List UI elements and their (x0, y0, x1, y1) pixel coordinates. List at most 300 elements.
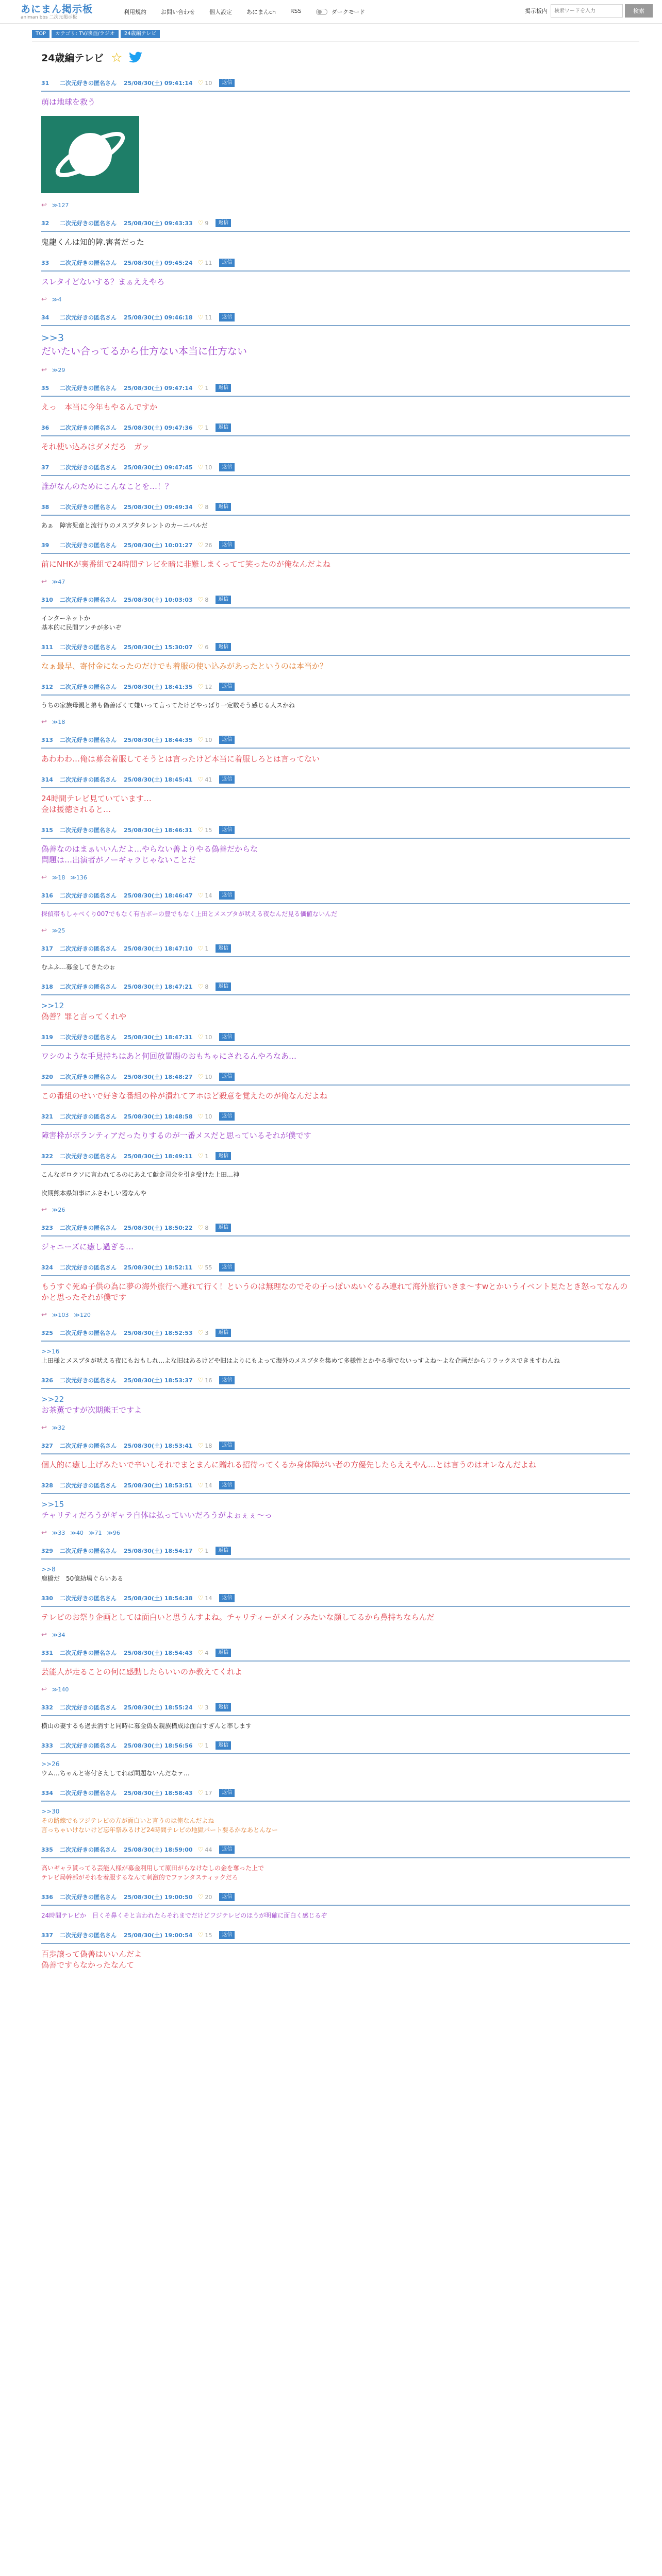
quote-anchor-link[interactable]: >>16 (41, 1348, 60, 1355)
post-text-line: 萌は地球を救う (41, 97, 96, 107)
post-body (41, 1046, 630, 1067)
reply-button[interactable]: 返信 (216, 944, 231, 953)
search-input[interactable] (551, 4, 623, 18)
reply-link[interactable]: ≫18 (52, 874, 65, 881)
post-number[interactable]: 35 (41, 384, 49, 392)
reply-link[interactable]: ≫120 (74, 1312, 91, 1318)
post-date: 25/08/30(土) 18:54:38 (124, 1595, 193, 1602)
post-replies (41, 575, 630, 590)
like-heart-icon[interactable]: ♡ (197, 1224, 204, 1231)
like-count: 3 (205, 1704, 209, 1711)
post-meta (41, 1594, 630, 1603)
post-date: 25/08/30(土) 18:50:22 (124, 1225, 193, 1231)
post-item (32, 1436, 639, 1476)
star-icon[interactable]: ☆ (111, 50, 123, 65)
like-count: 11 (205, 314, 212, 321)
post-text-line: 高いギャラ貰ってる芸能人様が募金利用して原田がらなけなしの金を奪った上で (41, 1865, 264, 1872)
poster-name: 二次元好きの匿名さん (60, 1932, 117, 1939)
post-body (41, 1165, 630, 1203)
reply-link[interactable]: ≫4 (52, 296, 62, 303)
post-text-line: 横山の妻するも過去消すと同時に募金偽＆親族構成は面白すぎんと率します (41, 1722, 252, 1730)
post-number[interactable]: 337 (41, 1931, 53, 1939)
poster-name: 二次元好きの匿名さん (60, 776, 117, 783)
like-heart-icon[interactable]: ♡ (197, 983, 204, 990)
reply-link[interactable]: ≫127 (52, 202, 69, 209)
post-date: 25/08/30(土) 18:46:47 (124, 892, 193, 899)
reply-link[interactable]: ≫40 (70, 1530, 84, 1536)
reply-button[interactable]: 返信 (216, 1703, 231, 1711)
post-replies (41, 1683, 630, 1698)
post-item (32, 1840, 639, 1887)
reply-button[interactable]: 返信 (219, 259, 235, 267)
like-count: 18 (205, 1442, 212, 1449)
reply-button[interactable]: 返信 (219, 1112, 235, 1121)
search-button[interactable]: 検索 (625, 4, 653, 18)
post-body (41, 696, 630, 715)
reply-button[interactable]: 返信 (219, 891, 235, 900)
post-meta (41, 982, 630, 991)
like-heart-icon[interactable]: ♡ (197, 384, 204, 392)
post-body (41, 608, 630, 637)
reply-button[interactable]: 返信 (219, 1033, 235, 1041)
quote-anchor-link[interactable]: >>12 (41, 1001, 64, 1010)
post-text-line: 探偵帯もしゃべくり007でもなく有吉ボーの豊でもなく上田とメスブタが吠える夜なんだ見る価値ないんだ (41, 910, 338, 918)
post-item (32, 1146, 639, 1218)
reply-button[interactable]: 返信 (219, 826, 235, 834)
post-item (32, 1218, 639, 1258)
reply-button[interactable]: 返信 (219, 1481, 235, 1489)
post-replies (41, 1203, 630, 1218)
quote-anchor-link[interactable]: >>8 (41, 1566, 56, 1573)
post-replies (41, 924, 630, 939)
post-text-line: 芸能人が走ることの何に感動したらいいのか教えてくれよ (41, 1667, 243, 1676)
post-number[interactable]: 39 (41, 541, 49, 549)
reply-button[interactable]: 返信 (219, 1893, 235, 1901)
post-number[interactable]: 325 (41, 1329, 53, 1336)
like-heart-icon[interactable]: ♡ (197, 736, 204, 743)
reply-arrow-icon: ↩ (41, 201, 47, 209)
reply-button[interactable]: 返信 (219, 1845, 235, 1854)
reply-arrow-icon: ↩ (41, 1311, 47, 1319)
reply-button[interactable]: 返信 (219, 1789, 235, 1797)
post-meta (41, 825, 630, 835)
like-heart-icon[interactable]: ♡ (197, 1742, 204, 1749)
post-body (41, 1754, 630, 1783)
like-heart-icon[interactable]: ♡ (197, 219, 204, 227)
post-number[interactable]: 36 (41, 424, 49, 431)
post-meta (41, 775, 630, 784)
like-heart-icon[interactable]: ♡ (197, 424, 204, 431)
post-number[interactable]: 314 (41, 776, 53, 783)
post-replies (41, 1628, 630, 1643)
reply-button[interactable]: 返信 (219, 736, 235, 744)
like-count: 16 (205, 1377, 212, 1384)
reply-button[interactable]: 返信 (216, 219, 231, 227)
post-item (32, 977, 639, 1027)
post-meta (41, 313, 630, 322)
post-number[interactable]: 38 (41, 503, 49, 511)
poster-name: 二次元好きの匿名さん (60, 1650, 117, 1656)
like-count: 1 (205, 945, 209, 952)
post-body (41, 1716, 630, 1736)
reply-arrow-icon: ↩ (41, 578, 47, 586)
quote-anchor-link[interactable]: >>3 (41, 332, 64, 344)
like-heart-icon[interactable]: ♡ (197, 79, 204, 87)
quote-anchor-link[interactable]: >>15 (41, 1500, 64, 1509)
reply-button[interactable]: 返信 (216, 1547, 231, 1555)
search-area (525, 4, 653, 18)
post-body (41, 1607, 630, 1628)
post-number[interactable]: 330 (41, 1595, 53, 1602)
post-number[interactable]: 316 (41, 892, 53, 899)
post-number[interactable]: 328 (41, 1482, 53, 1489)
reply-button[interactable]: 返信 (216, 384, 231, 392)
post-text-line: テレビ局幹部がそれを着服するなんて刺激的でファンタスティックだろ (41, 1874, 238, 1881)
post-text-line: 鹿橋だ 50億劫場ぐらいある (41, 1575, 124, 1582)
like-heart-icon[interactable]: ♡ (197, 826, 204, 834)
post-item (32, 1588, 639, 1643)
reply-link[interactable]: ≫18 (52, 719, 65, 725)
like-heart-icon[interactable]: ♡ (197, 683, 204, 690)
post-number[interactable]: 33 (41, 259, 49, 266)
post-date: 25/08/30(土) 18:41:35 (124, 684, 193, 690)
post-text-line: ジャニーズに癒し過ぎる… (41, 1242, 134, 1251)
post-body (41, 1858, 630, 1887)
like-heart-icon[interactable]: ♡ (197, 1789, 204, 1797)
reply-arrow-icon: ↩ (41, 874, 47, 882)
post-number[interactable]: 31 (41, 79, 49, 87)
like-count: 4 (205, 1649, 209, 1656)
nav-terms[interactable]: 利用規約 (124, 8, 146, 15)
like-count: 26 (205, 541, 212, 549)
post-number[interactable]: 333 (41, 1742, 53, 1749)
poster-name: 二次元好きの匿名さん (60, 684, 117, 690)
breadcrumb (0, 24, 662, 41)
post-item (32, 1027, 639, 1067)
post-body (41, 232, 630, 253)
reply-link[interactable]: ≫103 (52, 1312, 69, 1318)
post-meta (41, 1328, 630, 1337)
reply-link[interactable]: ≫33 (52, 1530, 65, 1536)
post-meta (41, 1546, 630, 1555)
post-text-line: 百歩譲って偽善はいいんだよ (41, 1950, 142, 1959)
like-heart-icon[interactable]: ♡ (197, 1264, 204, 1271)
post-item (32, 1643, 639, 1698)
post-number[interactable]: 34 (41, 314, 49, 321)
post-body (41, 1125, 630, 1146)
like-heart-icon[interactable]: ♡ (197, 1482, 204, 1489)
post-text-line: 偽善ですらなかったなんて (41, 1960, 135, 1970)
post-number[interactable]: 332 (41, 1704, 53, 1711)
nav-settings[interactable]: 個人設定 (209, 8, 232, 15)
post-item (32, 378, 639, 418)
like-heart-icon[interactable]: ♡ (197, 1893, 204, 1901)
reply-button[interactable]: 返信 (216, 596, 231, 604)
reply-button[interactable]: 返信 (219, 541, 235, 549)
poster-name: 二次元好きの匿名さん (60, 1264, 117, 1271)
post-item (32, 213, 639, 253)
post-text-line: 鬼龍くんは知的障.害者だった (41, 238, 144, 247)
post-number[interactable]: 326 (41, 1377, 53, 1384)
post-body (41, 436, 630, 457)
post-body (41, 1662, 630, 1683)
post-text-line: うちの家族母親と弟も偽善ばくて嫌いって言ってたけどやっぱり一定数そう感じる人スかね (41, 702, 295, 709)
post-text-line: えっ 本当に今年もやるんですか (41, 402, 158, 412)
like-heart-icon[interactable]: ♡ (197, 892, 204, 899)
thread-main (32, 41, 639, 1976)
reply-link[interactable]: ≫34 (52, 1632, 65, 1638)
post-meta (41, 1930, 630, 1940)
post-item (32, 1067, 639, 1107)
like-count: 44 (205, 1846, 212, 1853)
like-heart-icon[interactable]: ♡ (197, 541, 204, 549)
post-number[interactable]: 312 (41, 683, 53, 690)
like-heart-icon[interactable]: ♡ (197, 464, 204, 471)
post-body (41, 656, 630, 677)
site-header (0, 0, 662, 24)
like-count: 17 (205, 1789, 212, 1797)
like-count: 3 (205, 1329, 209, 1336)
reply-button[interactable]: 返信 (216, 423, 231, 432)
like-heart-icon[interactable]: ♡ (197, 1073, 204, 1080)
post-body (41, 92, 630, 113)
post-date: 25/08/30(土) 18:47:31 (124, 1034, 193, 1041)
like-heart-icon[interactable]: ♡ (197, 643, 204, 651)
post-number[interactable]: 315 (41, 826, 53, 834)
post-number[interactable]: 311 (41, 643, 53, 651)
like-heart-icon[interactable]: ♡ (197, 776, 204, 783)
reply-button[interactable]: 返信 (216, 982, 231, 991)
post-text-line: お茶薫ですが次期熊王ですよ (41, 1405, 142, 1415)
like-heart-icon[interactable]: ♡ (197, 945, 204, 952)
post-number[interactable]: 334 (41, 1789, 53, 1797)
like-heart-icon[interactable]: ♡ (197, 596, 204, 603)
poster-name: 二次元好きの匿名さん (60, 504, 117, 511)
post-item (32, 497, 639, 535)
reply-button[interactable]: 返信 (219, 79, 235, 87)
post-body (41, 1236, 630, 1258)
reply-button[interactable]: 返信 (216, 503, 231, 511)
like-heart-icon[interactable]: ♡ (197, 259, 204, 266)
poster-name: 二次元好きの匿名さん (60, 597, 117, 603)
quote-anchor-link[interactable]: >>30 (41, 1808, 60, 1815)
like-heart-icon[interactable]: ♡ (197, 1377, 204, 1384)
post-number[interactable]: 329 (41, 1547, 53, 1554)
post-body (41, 1560, 630, 1588)
post-body (41, 1802, 630, 1840)
post-list (32, 73, 639, 1976)
post-text-line: テレビのお祭り企画としては面白いと思うんすよね。チャリティーがメインみたいな顔してるから鼻持ちならんだ (41, 1613, 435, 1622)
post-meta (41, 1741, 630, 1750)
post-text-line: この番組のせいで好きな番組の枠が潰れてアホほど殺意を覚えたのが俺なんだよね (41, 1091, 328, 1100)
crumb-top[interactable]: TOP (32, 30, 49, 38)
post-meta (41, 1703, 630, 1712)
twitter-icon[interactable] (128, 52, 143, 64)
like-heart-icon[interactable]: ♡ (197, 1595, 204, 1602)
post-text-line: ワシのような手見持ちはあと何回放置腸のおもちゃにされるんやろなあ… (41, 1052, 297, 1061)
post-date: 25/08/30(土) 09:43:33 (124, 220, 193, 227)
post-meta (41, 1112, 630, 1121)
reply-button[interactable]: 返信 (219, 313, 235, 321)
post-number[interactable]: 32 (41, 219, 49, 227)
post-date: 25/08/30(土) 09:47:36 (124, 425, 193, 431)
like-count: 1 (205, 1153, 209, 1160)
reply-button[interactable]: 返信 (219, 1442, 235, 1450)
reply-arrow-icon: ↩ (41, 296, 47, 303)
reply-button[interactable]: 返信 (216, 1649, 231, 1657)
poster-name: 二次元好きの匿名さん (60, 1074, 117, 1080)
crumb-category[interactable]: カテゴリ: TV/映画/ラジオ (52, 30, 119, 38)
post-number[interactable]: 331 (41, 1649, 53, 1656)
reply-button[interactable]: 返信 (216, 1329, 231, 1337)
post-number[interactable]: 327 (41, 1442, 53, 1449)
like-count: 8 (205, 596, 209, 603)
post-text-line: 偽善？罪と言ってくれや (41, 1012, 127, 1021)
reply-button[interactable]: 返信 (219, 1073, 235, 1081)
post-number[interactable]: 320 (41, 1073, 53, 1080)
post-date: 25/08/30(土) 18:53:51 (124, 1482, 193, 1489)
reply-link[interactable]: ≫29 (52, 367, 65, 374)
like-count: 41 (205, 776, 212, 783)
post-replies (41, 1421, 630, 1436)
reply-link[interactable]: ≫136 (70, 874, 87, 881)
post-number[interactable]: 313 (41, 736, 53, 743)
like-heart-icon[interactable]: ♡ (197, 1547, 204, 1554)
post-meta (41, 1032, 630, 1042)
post-number[interactable]: 319 (41, 1033, 53, 1041)
site-logo[interactable] (21, 4, 108, 20)
poster-name: 二次元好きの匿名さん (60, 220, 117, 227)
post-date: 25/08/30(土) 18:53:41 (124, 1443, 193, 1449)
poster-name: 二次元好きの匿名さん (60, 1330, 117, 1336)
reply-button[interactable]: 返信 (219, 1594, 235, 1602)
post-date: 25/08/30(土) 18:55:24 (124, 1704, 193, 1711)
post-number[interactable]: 37 (41, 464, 49, 471)
post-meta (41, 423, 630, 432)
nav-animan-ch[interactable]: あにまんch (246, 8, 276, 15)
post-meta (41, 463, 630, 472)
post-date: 25/08/30(土) 19:00:54 (124, 1932, 193, 1939)
like-heart-icon[interactable]: ♡ (197, 1033, 204, 1041)
post-number[interactable]: 335 (41, 1846, 53, 1853)
post-body (41, 1944, 630, 1976)
reply-button[interactable]: 返信 (219, 463, 235, 471)
reply-link[interactable]: ≫140 (52, 1686, 69, 1693)
like-count: 9 (205, 219, 209, 227)
like-heart-icon[interactable]: ♡ (197, 1931, 204, 1939)
like-heart-icon[interactable]: ♡ (197, 1153, 204, 1160)
post-date: 25/08/30(土) 18:46:31 (124, 827, 193, 834)
post-meta (41, 944, 630, 953)
post-number[interactable]: 318 (41, 983, 53, 990)
post-number[interactable]: 336 (41, 1893, 53, 1901)
post-date: 25/08/30(土) 10:01:27 (124, 542, 193, 549)
reply-button[interactable]: 返信 (219, 775, 235, 784)
post-meta (41, 1441, 630, 1450)
post-text-line: チャリティだろうがギャラ自体は払っていいだろうがよぉぇぇ〜っ (41, 1511, 273, 1520)
like-count: 1 (205, 1742, 209, 1749)
post-text-line: ウム…ちゃんと寄付さえしてれば問題ないんだなァ… (41, 1770, 190, 1777)
post-number[interactable]: 321 (41, 1113, 53, 1120)
post-item (32, 73, 639, 213)
reply-button[interactable]: 返信 (216, 1152, 231, 1160)
post-date: 25/08/30(土) 09:41:14 (124, 80, 193, 87)
post-meta (41, 218, 630, 228)
post-number[interactable]: 317 (41, 945, 53, 952)
post-replies (41, 198, 630, 213)
reply-link[interactable]: ≫26 (52, 1207, 65, 1213)
like-count: 8 (205, 1224, 209, 1231)
like-heart-icon[interactable]: ♡ (197, 503, 204, 511)
poster-name: 二次元好きの匿名さん (60, 260, 117, 266)
reply-button[interactable]: 返信 (216, 1741, 231, 1750)
page-title: 24歳編テレビ (41, 53, 104, 64)
planet-image[interactable] (41, 116, 139, 193)
like-heart-icon[interactable]: ♡ (197, 314, 204, 321)
post-body (41, 1276, 630, 1308)
poster-name: 二次元好きの匿名さん (60, 425, 117, 431)
post-item (32, 1698, 639, 1736)
reply-button[interactable]: 返信 (219, 683, 235, 691)
like-heart-icon[interactable]: ♡ (197, 1329, 204, 1336)
post-item (32, 1258, 639, 1323)
poster-name: 二次元好きの匿名さん (60, 1443, 117, 1449)
like-heart-icon[interactable]: ♡ (197, 1846, 204, 1853)
poster-name: 二次元好きの匿名さん (60, 1742, 117, 1749)
post-body (41, 476, 630, 497)
toggle-switch[interactable] (316, 9, 327, 15)
post-text-line: それ使い込みはダメだろ ガッ (41, 442, 150, 451)
reply-link[interactable]: ≫25 (52, 927, 65, 934)
quote-anchor-link[interactable]: >>22 (41, 1395, 64, 1404)
reply-button[interactable]: 返信 (216, 643, 231, 651)
nav-rss[interactable]: RSS (290, 7, 302, 14)
dark-mode-toggle[interactable] (316, 8, 366, 16)
post-body (41, 397, 630, 418)
post-meta (41, 682, 630, 691)
reply-link[interactable]: ≫47 (52, 579, 65, 585)
like-heart-icon[interactable]: ♡ (197, 1704, 204, 1711)
post-date: 25/08/30(土) 19:00:50 (124, 1894, 193, 1901)
crumb-thread[interactable]: 24歳編テレビ (121, 30, 160, 38)
post-text-line: 障害枠がボランティアだったりするのが一番メスだと思っているそれが僕です (41, 1131, 311, 1140)
post-number[interactable]: 310 (41, 596, 53, 603)
post-item (32, 1887, 639, 1925)
post-item (32, 1925, 639, 1976)
post-number[interactable]: 322 (41, 1153, 53, 1160)
like-count: 1 (205, 424, 209, 431)
post-text-line: 言っちゃいけないけど忘年祭みるけど24時間テレビの地獄パート要るかなあとんなー (41, 1826, 278, 1834)
reply-button[interactable]: 返信 (219, 1931, 235, 1939)
like-heart-icon[interactable]: ♡ (197, 1649, 204, 1656)
reply-button[interactable]: 返信 (216, 1224, 231, 1232)
poster-name: 二次元好きの匿名さん (60, 1225, 117, 1231)
post-number[interactable]: 324 (41, 1264, 53, 1271)
post-body (41, 1906, 630, 1925)
post-number[interactable]: 323 (41, 1224, 53, 1231)
reply-button[interactable]: 返信 (219, 1263, 235, 1272)
quote-anchor-link[interactable]: >>26 (41, 1760, 60, 1768)
like-count: 10 (205, 1073, 212, 1080)
nav-contact[interactable]: お問い合わせ (161, 8, 195, 15)
reply-link[interactable]: ≫96 (107, 1530, 120, 1536)
like-heart-icon[interactable]: ♡ (197, 1442, 204, 1449)
post-meta (41, 1892, 630, 1902)
reply-button[interactable]: 返信 (219, 1376, 235, 1384)
reply-link[interactable]: ≫71 (88, 1530, 102, 1536)
like-heart-icon[interactable]: ♡ (197, 1113, 204, 1120)
reply-link[interactable]: ≫32 (52, 1425, 65, 1431)
